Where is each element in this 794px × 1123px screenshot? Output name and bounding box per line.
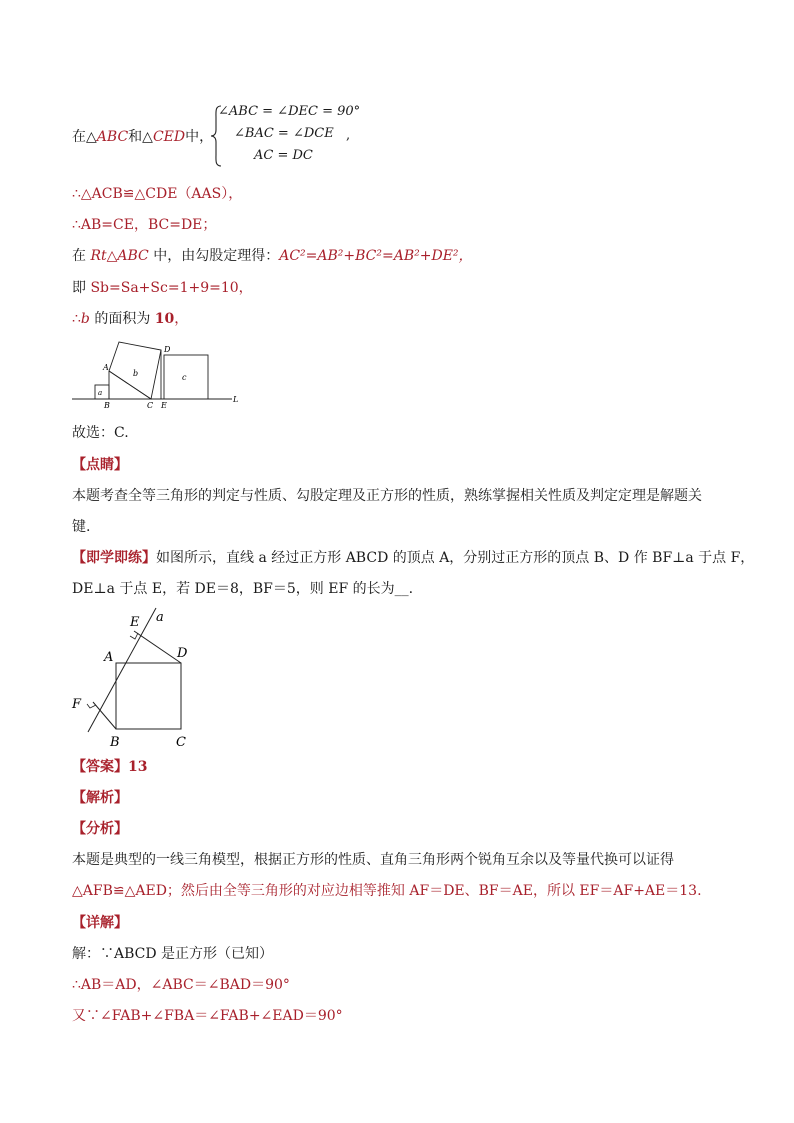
comment-heading: 【点睛】 [72, 457, 128, 473]
label-c-point: C [147, 401, 154, 410]
proof-step-5: ∴b 的面积为 10， [72, 311, 189, 327]
figure-squares-on-line [66, 336, 246, 414]
fenxi-line-2: △AFB≌△AED；然后由全等三角形的对应边相等推知 AF＝DE、BF＝AE，所以 EF＝AF+AE＝13. [72, 883, 702, 899]
proof-step-4: 即 Sb=Sa+Sc=1+9=10， [72, 280, 253, 296]
detail-line-3: 又∵∠FAB+∠FBA＝∠FAB+∠EAD＝90° [72, 1008, 343, 1024]
proof-step-3: 在 Rt△ABC 中，由勾股定理得：AC²=AB²+BC²=AB²+DE²， [72, 248, 473, 264]
comment-text-2: 键. [72, 519, 91, 535]
proof-intro: 在△ABC和△CED中， [72, 129, 214, 145]
proof-step-1: ∴△ACB≌△CDE（AAS）， [72, 186, 243, 202]
answer-1: 故选：C. [72, 425, 129, 441]
fenxi-heading: 【分析】 [72, 821, 128, 837]
label-d-point: D [164, 345, 171, 354]
label-d: D [177, 646, 188, 661]
system-eq-2: ∠BAC = ∠DCE [234, 126, 334, 141]
label-f: F [72, 697, 82, 712]
figure-square-abcd [64, 604, 204, 754]
detail-heading: 【详解】 [72, 915, 128, 931]
label-b-point: B [104, 401, 110, 410]
system-eq-1: ∠ABC = ∠DEC = 90° [218, 104, 361, 119]
analysis-heading: 【解析】 [72, 790, 128, 806]
label-b-square: b [133, 369, 139, 378]
line-a [88, 608, 156, 732]
system-trailing: , [346, 128, 351, 143]
practice-line-1: 【即学即练】如图所示，直线 a 经过正方形 ABCD 的顶点 A，分别过正方形的顶点 B、D 作 BF⊥a 于点 F， [72, 550, 755, 566]
segment-bf [93, 702, 116, 729]
hypotenuse [109, 371, 151, 399]
answer-line: 【答案】13 [72, 759, 148, 775]
square-abcd [116, 663, 181, 729]
label-c: C [176, 735, 186, 750]
detail-line-2: ∴AB＝AD，∠ABC＝∠BAD＝90° [72, 977, 290, 993]
fenxi-line-1: 本题是典型的一线三角模型，根据正方形的性质、直角三角形两个锐角互余以及等量代换可以证得 [72, 852, 674, 868]
practice-line-2: DE⊥a 于点 E，若 DE＝8，BF＝5，则 EF 的长为__. [72, 581, 414, 597]
label-a-point: A [104, 650, 114, 665]
system-eq-3: AC = DC [254, 148, 313, 163]
comment-text-1: 本题考查全等三角形的判定与性质、勾股定理及正方形的性质，熟练掌握相关性质及判定定理是解题关 [72, 488, 702, 504]
label-a-point: A [103, 363, 109, 372]
label-a-line: a [156, 610, 164, 625]
segment-de [134, 631, 181, 663]
equation-system [210, 104, 370, 168]
label-e-point: E [161, 401, 167, 410]
proof-step-2: ∴AB=CE，BC=DE； [72, 217, 217, 233]
label-b: B [110, 735, 120, 750]
label-l-line: L [233, 395, 239, 404]
detail-line-1: 解：∵ABCD 是正方形（已知） [72, 946, 274, 962]
label-e: E [130, 615, 140, 630]
label-a-square: a [98, 389, 103, 397]
right-angle-e-icon [130, 633, 138, 639]
label-c-square: c [182, 373, 187, 382]
